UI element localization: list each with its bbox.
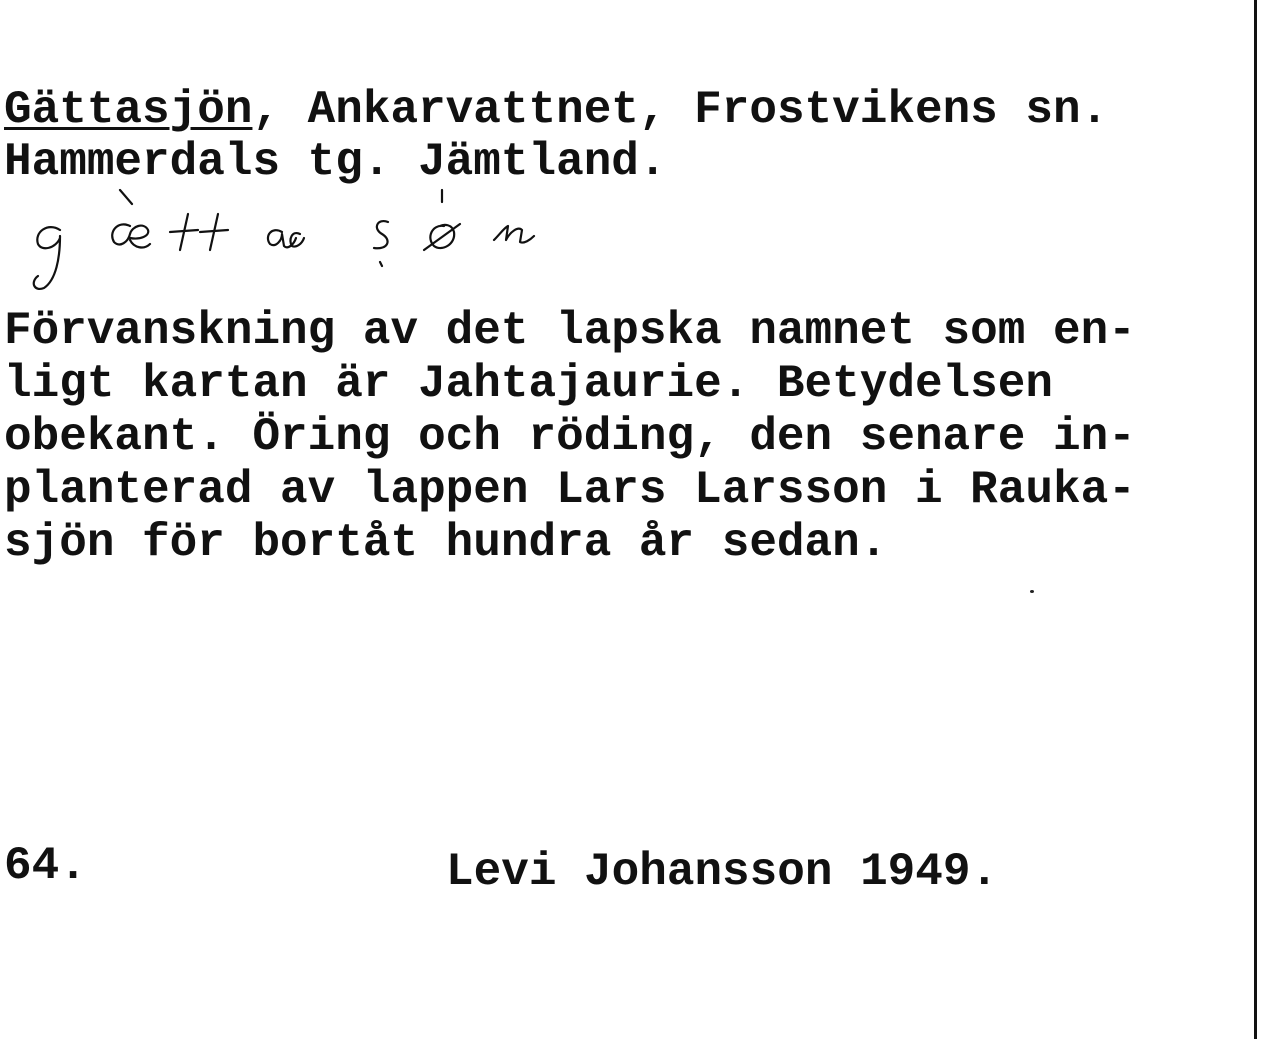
card-number: 64. (4, 840, 87, 892)
description-text (4, 305, 1136, 570)
heading-line-1 (4, 84, 1108, 136)
place-name: Gättasjön (4, 84, 253, 136)
heading-line-2: Hammerdals tg. Jämtland. (4, 136, 667, 188)
description-line: sjön för bortåt hundra år sedan. (4, 517, 888, 569)
description-line: obekant. Öring och röding, den senare in- (4, 411, 1136, 463)
card-edge-line (1254, 0, 1257, 1039)
description-line: ligt kartan är Jahtajaurie. Betydelsen (4, 358, 1053, 410)
author-and-year: Levi Johansson 1949. (446, 846, 999, 898)
description-line: planterad av lappen Lars Larsson i Rauka- (4, 464, 1136, 516)
ink-speck (1030, 590, 1034, 593)
description-line: Förvanskning av det lapska namnet som en- (4, 305, 1136, 357)
handwritten-pronunciation (20, 188, 560, 298)
heading-location: , Ankarvattnet, Frostvikens sn. (252, 84, 1109, 136)
